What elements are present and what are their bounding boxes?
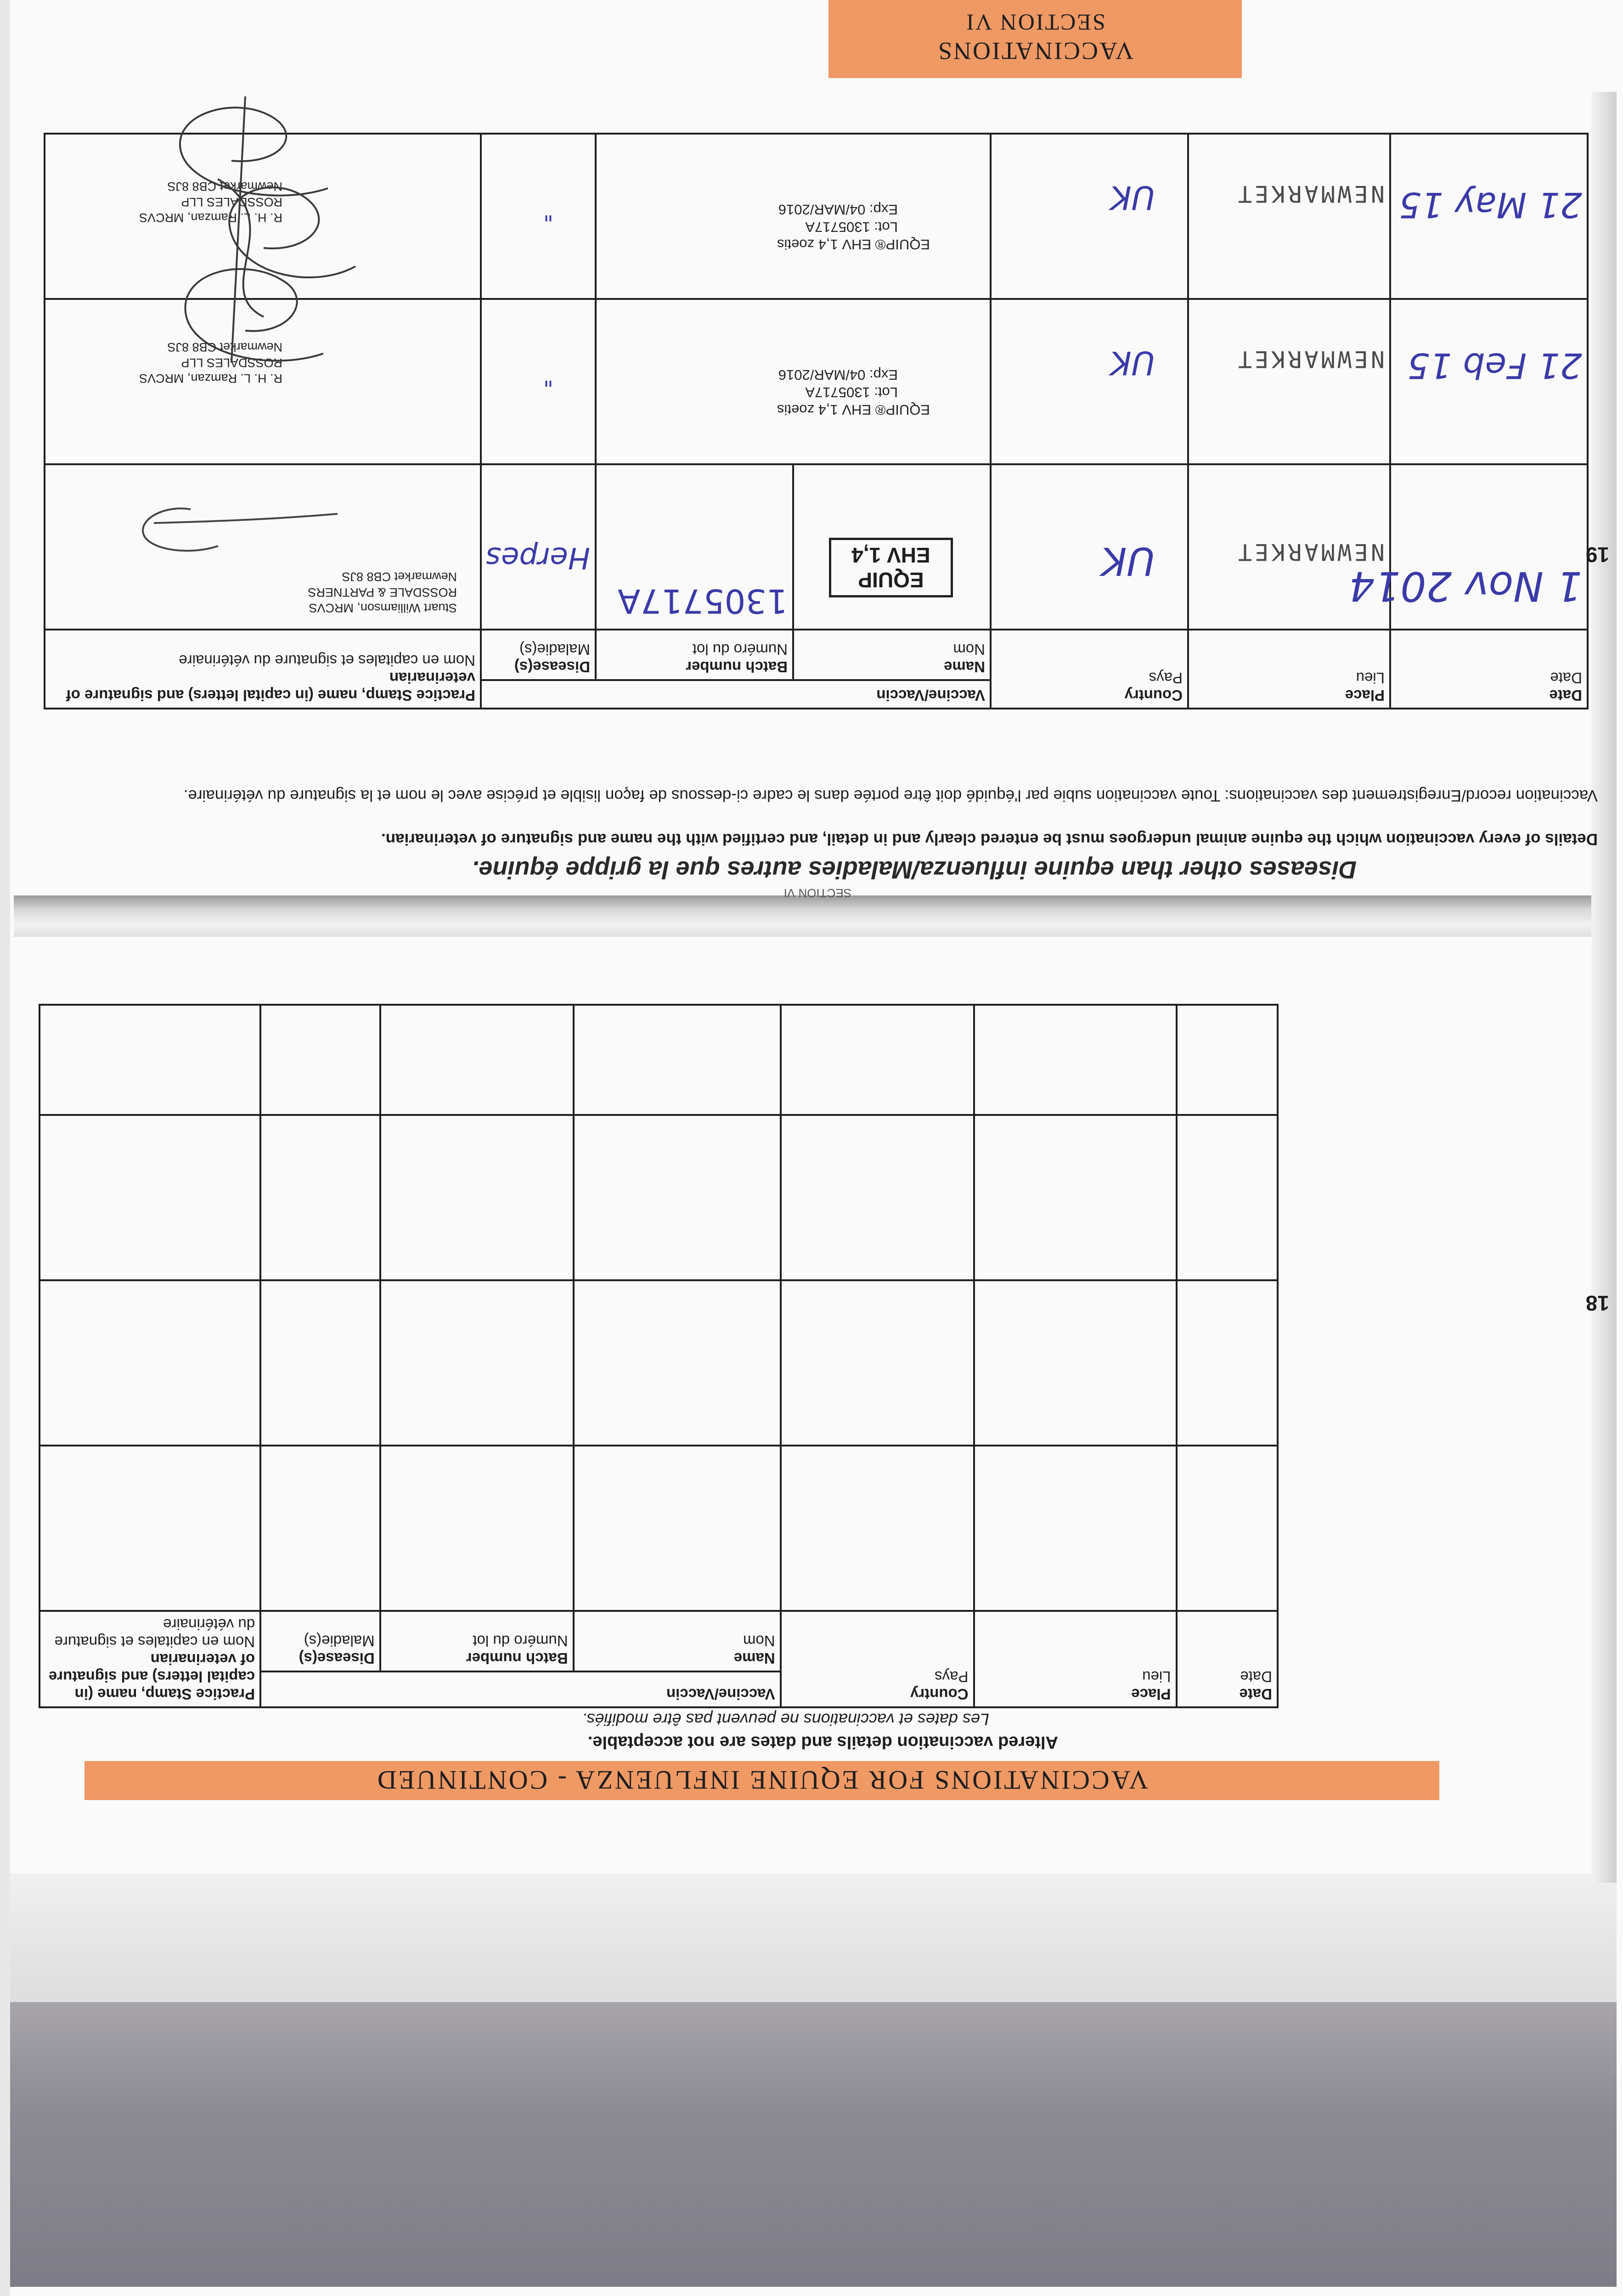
row1-disease-cell [481, 464, 596, 630]
label-lot: Lot: 1305717A [805, 384, 898, 400]
section-vi-banner-line1: VACCINATIONS [936, 37, 1134, 65]
influenza-continued-banner [85, 1761, 1439, 1800]
label-product: EQUIP® EHV 1,4 zoetis [777, 236, 930, 253]
col-place: Place Lieu [1188, 630, 1390, 709]
col-vaccine-group: Vaccine/Vaccin [260, 1671, 781, 1707]
col-vaccine-name: Name Nom [574, 1611, 781, 1671]
label-lot: Lot: 1305717A [805, 219, 898, 235]
table-row [39, 1005, 1278, 1115]
row3-date: 21 May 15 [1399, 185, 1582, 225]
page-number-19: 19 [1585, 543, 1609, 567]
col-country: Country Pays [781, 1611, 974, 1707]
row1-vaccine-stamp: EQUIP EHV 1,4 [829, 538, 953, 597]
row2-country: UK [1110, 344, 1155, 382]
row1-date-cell [1349, 464, 1588, 630]
vet-address: Newmarket CB8 8JS [342, 570, 457, 584]
section-vi-banner [828, 0, 1242, 78]
table-row [39, 1115, 1278, 1280]
row2-disease-cell [481, 299, 596, 464]
col-date: Date Date [1390, 630, 1588, 709]
row1-country: UK [1101, 539, 1155, 584]
row1-batch-cell [596, 464, 793, 630]
col-batch-number: Batch number Numéro du lot [380, 1611, 574, 1671]
col-vaccine-name: Name Nom [793, 630, 991, 680]
row2-date-cell [1390, 299, 1588, 464]
section-vi-banner-line2: SECTION VI [965, 10, 1105, 35]
row3-disease-cell [481, 134, 596, 299]
label-expiry: Exp: 04/MAR/2016 [778, 367, 898, 383]
row2-vaccine-label-cell [596, 299, 991, 464]
row1-vaccine-cell [793, 464, 991, 630]
vet-name: Stuart Williamson, MRCVS [309, 601, 457, 615]
col-diseases: Disease(s) Maladie(s) [481, 630, 596, 680]
row2-vaccine-label [601, 366, 930, 418]
row2-country-cell [991, 299, 1188, 464]
row3-date-cell [1390, 134, 1588, 299]
banner-title: VACCINATIONS FOR EQUINE INFLUENZA - CONTINUED [375, 1765, 1149, 1795]
table-row [39, 1446, 1278, 1611]
table-row [39, 1280, 1278, 1446]
vet-name: R. H. L. Ramzan, MRCVS [139, 371, 282, 385]
row1-date: 1 Nov 2014 [1349, 563, 1582, 610]
row1-signature [62, 491, 475, 564]
table-row [45, 464, 1588, 630]
vet-practice: ROSSDALE & PARTNERS [308, 585, 457, 599]
altered-notice-en: Altered vaccination details and dates are not acceptable. [587, 1733, 1058, 1752]
row3-disease-ditto: " [543, 200, 553, 225]
vet-signature-scrawl [126, 87, 383, 372]
vet-address: Newmarket CB8 8JS [167, 340, 282, 354]
row2-place-stamp: NEWMARKET [1235, 346, 1385, 372]
vet-practice: ROSSDALES LLP [181, 195, 282, 209]
row1-vet-cell [45, 464, 481, 630]
col-date: Date Date [1177, 1611, 1278, 1707]
row3-country: UK [1110, 179, 1155, 216]
section-label: SECTION VI [783, 886, 851, 900]
instruction-fr: Vaccination record/Enregistrement des vaccinations: Toute vaccination subie par l'équidé doit être portée dans le cadre ci-dessous de façon lisible et précise avec le nom et la signature du vétérinaire. [183, 787, 1598, 805]
page-number-18: 18 [1585, 1291, 1609, 1315]
row2-date: 21 Feb 15 [1407, 345, 1582, 386]
col-batch-number: Batch number Numéro du lot [596, 630, 793, 680]
row3-vaccine-label-cell [596, 134, 991, 299]
vet-practice: ROSSDALES LLP [181, 356, 282, 370]
influenza-vaccination-table [39, 1004, 1279, 1708]
col-practice-stamp: Practice Stamp, name (in capital letters) and signature of veterinarian Nom en capitales et signature du vétérinaire [45, 630, 481, 709]
vet-name: R. H. L. Ramzan, MRCVS [139, 211, 282, 225]
row3-place-stamp: NEWMARKET [1235, 180, 1385, 207]
row1-country-cell [991, 464, 1188, 630]
row1-vet-stamp [50, 569, 457, 616]
label-expiry: Exp: 04/MAR/2016 [778, 202, 898, 218]
col-practice-stamp: Practice Stamp, name (in capital letters) and signature of veterinarian Nom en capitales et signature du vétérinaire [39, 1611, 260, 1707]
col-diseases: Disease(s) Maladie(s) [260, 1611, 380, 1671]
row3-place-cell [1188, 134, 1390, 299]
label-product: EQUIP® EHV 1,4 zoetis [777, 402, 930, 418]
row3-country-cell [991, 134, 1188, 299]
row2-disease-ditto: " [543, 365, 553, 391]
vet-address: Newmarket CB8 8JS [167, 180, 282, 193]
row1-batch: 1305717A [618, 582, 788, 620]
altered-notice-fr: Les dates et vaccinations ne peuvent pas être modifiés. [582, 1710, 989, 1729]
section-heading: Diseases other than equine influenza/Maladies autres que la grippe équine. [472, 856, 1357, 884]
row3-vaccine-label [601, 201, 930, 253]
row2-place-cell [1188, 299, 1390, 464]
col-place: Place Lieu [974, 1611, 1177, 1707]
row1-disease: Herpes [485, 540, 590, 574]
col-country: Country Pays [991, 630, 1188, 709]
col-vaccine-group: Vaccine/Vaccin [481, 680, 991, 709]
row1-place-stamp: NEWMARKET [1235, 539, 1385, 565]
instruction-en: Details of every vaccination which the equine animal undergoes must be entered clearly and in detail, and certified with the name and signature of veterinarian. [381, 830, 1598, 848]
